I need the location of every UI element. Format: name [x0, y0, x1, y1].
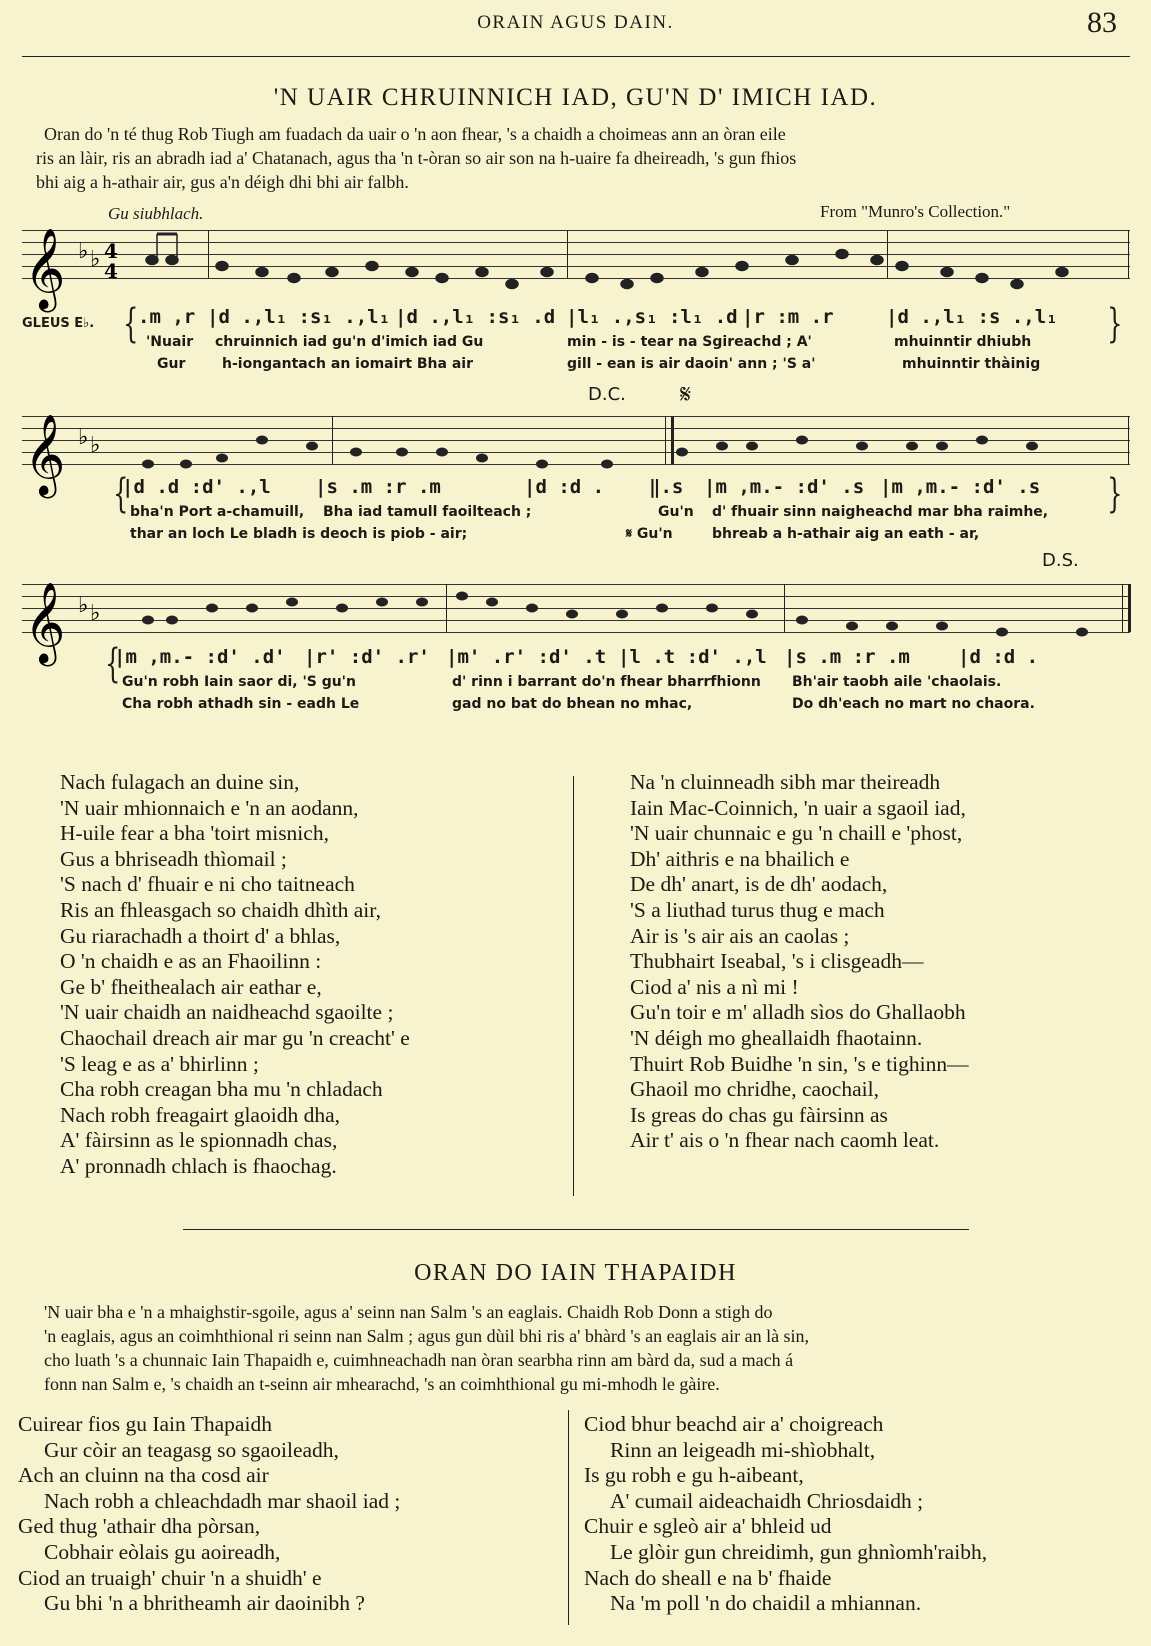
verse-column-right — [630, 770, 969, 1154]
verse-line: Rinn an leigeadh mi-shìobhalt, — [610, 1437, 876, 1462]
verse-line: H-uile fear a bha 'toirt misnich, — [60, 821, 329, 846]
svg-text:4: 4 — [104, 239, 118, 263]
verse-line: Dh' aithris e na bhailich e — [630, 846, 850, 871]
verse-line: Thubhairt Iseabal, 's i clisgeadh— — [630, 949, 924, 974]
verse-line: Nach do sheall e na b' fhaide — [584, 1565, 832, 1590]
solfa-bar: |d .,l₁ :s .,l₁ — [886, 306, 1058, 328]
svg-text:♭: ♭ — [78, 425, 89, 450]
solfa-bar: |d :d . — [958, 646, 1039, 668]
verse-line: 'S nach d' fhuair e ni cho taitneach — [60, 872, 355, 897]
verse-line: Gur còir an teagasg so sgaoileadh, — [44, 1437, 339, 1462]
solfa-bar: |l₁ .,s₁ :l₁ .d — [566, 306, 738, 328]
verse-line: A' cumail aideachaidh Chriosdaidh ; — [610, 1488, 924, 1513]
svg-text:𝄞: 𝄞 — [24, 413, 66, 495]
svg-text:𝄞: 𝄞 — [24, 227, 66, 309]
lyric: Cha robh athadh sin - eadh Le — [122, 696, 360, 712]
lyric: Gu'n robh Iain saor di, 'S gu'n — [122, 674, 356, 690]
ds-mark: D.S. — [1042, 550, 1079, 571]
svg-text:♭: ♭ — [90, 433, 101, 458]
svg-text:♭: ♭ — [78, 239, 89, 264]
source-credit: From "Munro's Collection." — [820, 202, 1011, 221]
verse-line: Nach robh a chleachdadh mar shaoil iad ; — [44, 1488, 401, 1513]
page-number: 83 — [1087, 6, 1117, 39]
lyric: Bh'air taobh aile 'chaolais. — [792, 674, 1002, 690]
verse-line: Ciod an truaigh' chuir 'n a shuidh' e — [18, 1565, 322, 1590]
solfa-bar: |r' :d' .r' — [304, 646, 430, 668]
song2-intro — [44, 1300, 1144, 1400]
solfa-bar: |d :d . — [524, 476, 605, 498]
intro-line: 'n eaglais, agus an coimhthional ri seinn nan Salm ; agus gun dùil bhi ris a' bhàrd 's an eaglais air an là sin, — [44, 1326, 810, 1346]
verse-line: Le glòir gun chreidimh, gun ghnìomh'raibh, — [610, 1539, 988, 1564]
song2-verse-left — [18, 1412, 400, 1617]
verse-line: Ge b' fheithealach air eathar e, — [60, 974, 322, 999]
verse-line: Na 'm poll 'n do chaidil a mhiannan. — [610, 1591, 922, 1616]
solfa-bar: |m ,m.- :d' .d' — [114, 646, 286, 668]
verse-line: Chaochail dreach air mar gu 'n creacht' e — [60, 1025, 410, 1050]
svg-text:♭: ♭ — [78, 593, 89, 618]
verse-line: Gu bhi 'n a bhritheamh air daoinibh ? — [44, 1591, 365, 1616]
lyric: d' rinn i barrant do'n fhear bharrfhionn — [452, 674, 761, 690]
song1-title: 'N UAIR CHRUINNICH IAD, GU'N D' IMICH IAD. — [273, 84, 878, 111]
verse-line: 'N déigh mo gheallaidh fhaotainn. — [630, 1025, 923, 1050]
lyric: chruinnich iad gu'n d'imich iad Gu — [215, 334, 484, 350]
solfa-bar: ‖.s — [649, 476, 684, 498]
key-signature-label: GLEUS E♭. — [22, 316, 95, 331]
lyric: 𝄋 Gu'n — [626, 526, 673, 542]
intro-line: 'N uair bha e 'n a mhaighstir-sgoile, agus a' seinn nan Salm 's an eaglais. Chaidh Rob Donn a stigh do — [44, 1302, 773, 1322]
lyric: h-iongantach an iomairt Bha air — [222, 356, 473, 372]
solfa-bar: |s .m :r .m — [784, 646, 910, 668]
verse-line: Na 'n cluinneadh sibh mar theireadh — [630, 770, 941, 794]
lyric: Gu'n — [658, 504, 694, 520]
song2-title: ORAN DO IAIN THAPAIDH — [414, 1260, 737, 1286]
column-divider — [573, 776, 574, 1196]
verse-line: Iain Mac-Coinnich, 'n uair a sgaoil iad, — [630, 795, 966, 820]
verse-line: Nach fulagach an duine sin, — [60, 770, 300, 794]
verse-line: Gu riarachadh a thoirt d' a bhlas, — [60, 923, 341, 948]
verse-line: A' pronnadh chlach is fhaochag. — [60, 1153, 337, 1178]
column-divider — [568, 1410, 569, 1625]
verse-line: 'N uair chaidh an naidheachd sgaoilte ; — [60, 1000, 394, 1025]
verse-line: Cha robh creagan bha mu 'n chladach — [60, 1077, 383, 1102]
notes-system-1 — [22, 222, 1130, 309]
lyric: Do dh'each no mart no chaora. — [792, 696, 1035, 712]
solfa-bar: |r :m .r — [742, 306, 834, 328]
verse-line: Cuirear fios gu Iain Thapaidh — [18, 1412, 272, 1436]
lyric: gill - ean is air daoin' ann ; 'S a' — [567, 356, 816, 372]
lyric: bha'n Port a-chamuill, — [130, 504, 305, 520]
lyric: thar an loch Le bladh is deoch is piob - air; — [130, 526, 468, 542]
solfa-bar: .m ,r — [138, 306, 196, 328]
verse-line: Is gu robh e gu h-aibeant, — [584, 1463, 804, 1488]
verse-line: 'N uair mhionnaich e 'n an aodann, — [60, 795, 359, 820]
verse-line: 'S a liuthad turus thug e mach — [630, 897, 885, 922]
verse-line: Ciod a' nis a nì mi ! — [630, 974, 799, 999]
verse-line: Ciod bhur beachd air a' choigreach — [584, 1412, 884, 1436]
intro-line: ris an làir, ris an abradh iad a' Chatanach, agus tha 'n t-òran so air son na h-uaire fa dheireadh, 's gun fhios — [36, 148, 797, 168]
svg-text:4: 4 — [104, 259, 118, 283]
verse-column-left — [60, 770, 410, 1180]
segno-mark: 𝄋 — [680, 380, 692, 410]
verse-line: O 'n chaidh e as an Fhaoilinn : — [60, 949, 322, 974]
svg-text:𝄞: 𝄞 — [24, 581, 66, 663]
svg-text:♭: ♭ — [90, 601, 101, 626]
verse-line: Ris an fhleasgach so chaidh dhìth air, — [60, 897, 381, 922]
solfa-bar: |d .,l₁ :s₁ .d — [395, 306, 556, 328]
lyric: Bha iad tamull faoilteach ; — [323, 504, 532, 520]
solfa-system-2: { |d .d :d' .,l |s .m :r .m |d :d . ‖.s |m ,m.- :d' .s |m ,m.- :d' .s } bha'n Port a-chamuill, Bha iad tamull faoilteach ; Gu'n d' fhuair sinn naigheachd mar bha raimhe, thar an loch Le bladh is deoch is piob - air; 𝄋 Gu'n bhreab a h-athair aig an eath - ar, — [113, 471, 1123, 542]
lyric: 'Nuair — [146, 334, 194, 350]
verse-line: Chuir e sgleò air a' bhleid ud — [584, 1514, 832, 1539]
song2-verse-right — [584, 1412, 987, 1617]
intro-line: Oran do 'n té thug Rob Tiugh am fuadach da uair o 'n aon fhear, 's a chaidh a choimeas ann an òran eile — [44, 124, 786, 144]
section-divider — [183, 1229, 969, 1230]
lyric: gad no bat do bhean no mhac, — [452, 696, 693, 712]
verse-line: Cobhair eòlais gu aoireadh, — [44, 1539, 281, 1564]
solfa-bar: |l .t :d' .,l — [618, 646, 767, 668]
song1-intro — [36, 122, 1124, 197]
verse-line: Thuirt Rob Buidhe 'n sin, 's e tighinn— — [630, 1051, 969, 1076]
verse-line: Air is 's air ais an caolas ; — [630, 923, 850, 948]
verse-line: Ged thug 'athair dha pòrsan, — [18, 1514, 261, 1539]
lyric: mhuinntir dhiubh — [894, 334, 1032, 350]
verse-line: A' fàirsinn as le spionnadh chas, — [60, 1128, 338, 1153]
solfa-bar: |d .d :d' .,l — [122, 476, 271, 498]
lyric: bhreab a h-athair aig an eath - ar, — [712, 526, 980, 542]
svg-text:♭: ♭ — [90, 247, 101, 272]
lyric: Gur — [157, 356, 186, 372]
intro-line: cho luath 's a chunnaic Iain Thapaidh e, cuimhneachadh nan òran searbha rinn am bàrd da, sud a mach á — [44, 1350, 794, 1370]
solfa-bar: |m ,m.- :d' .s — [880, 476, 1041, 498]
verse-line: 'N uair chunnaic e gu 'n chaill e 'phost, — [630, 821, 963, 846]
lyric: mhuinntir thàinig — [902, 356, 1041, 372]
solfa-bar: |s .m :r .m — [315, 476, 441, 498]
running-title: ORAIN AGUS DAIN. — [477, 12, 674, 33]
tempo-marking: Gu siubhlach. — [108, 204, 204, 223]
music-staff — [22, 227, 1130, 309]
verse-line: 'S leag e as a' bhirlinn ; — [60, 1051, 259, 1076]
solfa-system-1: GLEUS E♭. { .m ,r |d .,l₁ :s₁ .,l₁ |d .,l₁ :s₁ .d |l₁ .,s₁ :l₁ .d |r :m .r |d .,l₁ :s .,l₁ } 'Nuair chruinnich iad gu'n d'imich iad Gu min - is - tear na Sgireachd ; A' mhuinntir dhiubh Gur h-iongantach an iomairt Bha air gill - ean is air daoin' ann ; 'S a' mhuinntir thàinig — [22, 301, 1123, 372]
lyric: d' fhuair sinn naigheachd mar bha raimhe, — [712, 504, 1049, 520]
verse-line: Gu'n toir e m' alladh sìos do Ghallaobh — [630, 1000, 966, 1025]
verse-line: Air t' ais o 'n fhear nach caomh leat. — [630, 1128, 940, 1153]
header-rule — [22, 56, 1130, 57]
solfa-bar: |m ,m.- :d' .s — [704, 476, 865, 498]
verse-line: Gus a bhriseadh thìomail ; — [60, 846, 287, 871]
solfa-bar: |m' .r' :d' .t — [446, 646, 607, 668]
dc-mark: D.C. — [588, 384, 626, 405]
solfa-system-3: { |m ,m.- :d' .d' |r' :d' .r' |m' .r' :d' .t |l .t :d' .,l |s .m :r .m |d :d . Gu'n robh Iain saor di, 'S gu'n d' rinn i barrant do'n fhear bharrfhionn Bh'air taobh aile 'chaolais. Cha robh athadh sin - eadh Le gad no bat do bhean no mhac, Do dh'each no mart no chaora. — [105, 641, 1039, 712]
lyric: min - is - tear na Sgireachd ; A' — [567, 334, 812, 350]
verse-line: De dh' anart, is de dh' aodach, — [630, 872, 888, 897]
verse-line: Nach robh freagairt glaoidh dha, — [60, 1102, 340, 1127]
verse-line: Ghaoil mo chridhe, caochail, — [630, 1077, 879, 1102]
verse-line: Ach an cluinn na tha cosd air — [18, 1463, 269, 1488]
intro-line: bhi aig a h-athair air, gus a'n déigh dhi bhi air falbh. — [36, 172, 409, 192]
solfa-bar: |d .,l₁ :s₁ .,l₁ — [207, 306, 391, 328]
verse-line: Is greas do chas gu fàirsinn as — [630, 1102, 888, 1127]
intro-line: fonn nan Salm e, 's chaidh an t-seinn air mhearachd, 's an coimhthional gu mi-mhodh le gàire. — [44, 1374, 720, 1394]
